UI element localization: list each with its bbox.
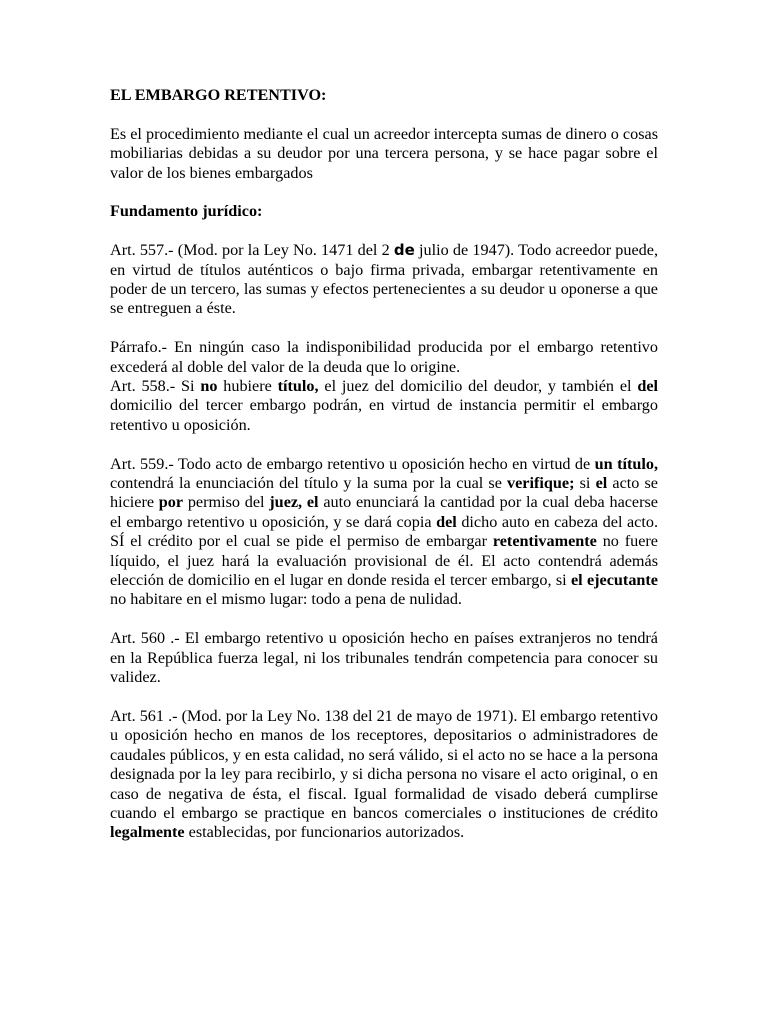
article-561-bold-1: legalmente [110, 823, 185, 842]
article-558-text-1: Art. 558.- Si [110, 377, 201, 396]
article-558-bold-1: no [200, 377, 218, 396]
article-559-bold-3: el [595, 474, 608, 493]
article-559-text-5: permiso del [183, 493, 270, 512]
article-559-text-9: no habitare en el mismo lugar: todo a pena de nulidad. [110, 590, 462, 609]
article-557-bold-1: de [393, 241, 415, 260]
article-559-text-8: no fuere líquido, el juez hará la evaluación provisional de él. El acto contendrá además elección de domicilio en el lugar en donde resida el tercer embargo, si [110, 532, 658, 590]
article-558-text-2: hubiere [217, 377, 278, 396]
article-561-text-2: establecidas, por funcionarios autorizados. [184, 823, 465, 842]
article-561 [110, 707, 658, 843]
article-559-text-2: contendrá la enunciación del título y la suma por la cual se [110, 474, 508, 493]
article-559-text-3: si [574, 474, 596, 493]
article-558-bold-3: del [637, 377, 659, 396]
article-559-bold-8: el ejecutante [570, 571, 658, 590]
section-heading [110, 202, 658, 221]
article-559-text-7: dicho auto en cabeza del acto. SÍ el crédito por el cual se pide el permiso de embargar [110, 512, 658, 551]
article-559-text-4: acto se hiciere [110, 474, 658, 512]
article-557-text-1: Art. 557.- (Mod. por la Ley No. 1471 del 2 [110, 241, 394, 260]
article-559-bold-1: un título, [594, 454, 658, 473]
article-559-bold-6: del [436, 512, 457, 531]
article-559-bold-5: juez, el [269, 493, 319, 512]
article-559-bold-4: por [158, 493, 184, 512]
title-text: EL EMBARGO RETENTIVO: [110, 86, 327, 104]
article-558-bold-2: título, [277, 377, 319, 396]
article-559-text-1: Art. 559.- Todo acto de embargo retentivo u oposición hecho en virtud de [110, 454, 595, 473]
article-559-bold-2: verifique; [507, 474, 575, 493]
article-560: Art. 560 .- El embargo retentivo u oposición hecho en países extranjeros no tendrá en la República fuerza legal, ni los tribunales tendrán competencia para conocer su validez. [110, 629, 658, 687]
section-heading-text: Fundamento jurídico: [110, 202, 263, 221]
intro-paragraph: Es el procedimiento mediante el cual un acreedor intercepta sumas de dinero o cosas mobiliarias debidas a su deudor por una tercera persona, y se hace pagar sobre el valor de los bienes embargados [110, 124, 658, 182]
article-559-bold-7: retentivamente [492, 532, 597, 551]
article-557-text-2: julio de 1947). Todo acreedor puede, en virtud de títulos auténticos o bajo firma privada, embargar retentivamente en poder de un tercero, las sumas y efectos pertenecientes a su deudor u oponerse a que se entreguen a éste. [110, 241, 658, 318]
document-body [110, 86, 658, 862]
document-title [110, 86, 658, 105]
article-559 [110, 455, 658, 610]
article-557 [110, 241, 658, 319]
article-558 [110, 377, 658, 435]
article-561-text-1: Art. 561 .- (Mod. por la Ley No. 138 del 21 de mayo de 1971). El embargo retentivo u oposición hecho en manos de los receptores, depositarios o administradores de caudales públicos, y en esta calidad, no será válido, si el acto no se hace a la persona designada por la ley para recibirlo, y si dicha persona no visare el acto original, o en caso de negativa de ésta, el fiscal. Igual formalidad de visado deberá cumplirse cuando el embargo se practique en bancos comerciales o instituciones de crédito [110, 706, 658, 822]
article-558-text-3: el juez del domicilio del deudor, y también el [318, 377, 638, 396]
parrafo-paragraph: Párrafo.- En ningún caso la indisponibilidad producida por el embargo retentivo excederá al doble del valor de la deuda que lo origine. [110, 338, 658, 376]
article-558-text-4: domicilio del tercer embargo podrán, en virtud de instancia permitir el embargo retentivo u oposición. [110, 396, 658, 434]
article-559-text-6: auto enunciará la cantidad por la cual deba hacerse el embargo retentivo u oposición, y se dará copia [110, 493, 658, 531]
